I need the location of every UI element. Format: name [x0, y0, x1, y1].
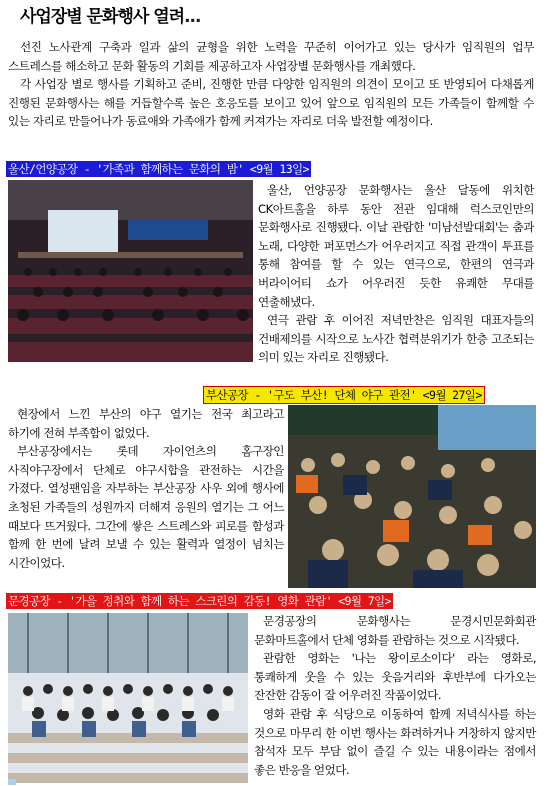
- section-banner-mungyeong: 문경공장 - '가을 정취와 함께 하는 스크린의 감동! 영화 관람' <9월 7일>: [8, 594, 391, 608]
- section-banner-busan: 부산공장 - '구도 부산! 단체 야구 관전' <9월 27일>: [203, 386, 485, 404]
- title-ellipsis: ...: [184, 7, 201, 27]
- body-paragraph: 문경공장의 문화행사는 문경시민문화회관 문화마트홀에서 단체 영화를 관람하는 것으로 시작됐다.: [254, 614, 536, 647]
- section-banner-ulsan: 울산/언양공장 - '가족과 함께하는 문화의 밤' <9월 13일>: [8, 162, 309, 176]
- body-paragraph: 울산, 언양공장 문화행사는 울산 달동에 위치한 CK아트홀을 하루 동안 전관 임대해 럭스코인만의 문화행사로 진행됐다. 이날 관람한 '미남선발대회'는 춤과 노래, 다양한 퍼포먼스가 어우러지고 직접 관객이 투표를 통해 참여를 할 수 있는 연극으로, 한편의 연극과 버라이어티 쇼가 어우러진 듯한 유쾌한 무대를 연출해냈다.: [258, 183, 534, 309]
- body-paragraph: 영화 관람 후 식당으로 이동하여 함께 저녁식사를 하는 것으로 마무리 한 이번 행사는 화려하거나 거창하지 않지만 참석자 모두 부담 없이 즐길 수 있는 내용이라는 점에서 좋은 반응을 얻었다.: [254, 706, 536, 777]
- intro-text: [8, 38, 534, 131]
- page-corner-mark: [8, 779, 16, 785]
- section-text-busan: [8, 405, 284, 572]
- section-text-ulsan: [258, 181, 534, 367]
- photo-group-stairs: [8, 613, 248, 783]
- body-paragraph: 부산공장에서는 롯데 자이언츠의 홈구장인 사직야구장에서 단체로 야구시합을 관전하는 시간을 가졌다. 열성팬임을 자부하는 부산공장 사우 외에 행사에 초청된 가족들의 성원까지 더해져 응원의 열기는 그 어느 때보다 뜨거웠다. 그간에 쌓은 스트레스와 피로를 함성과 함께 한 번에 날려 보낼 수 있는 활력과 열정이 넘치는 시간이었다.: [8, 444, 284, 570]
- article-title: [20, 2, 200, 27]
- body-paragraph: 연극 관람 후 이어진 저녁만찬은 임직원 대표자들의 건배제의를 시작으로 노사간 협력분위기가 한층 고조되는 의미 있는 자리로 진행됐다.: [258, 313, 534, 365]
- photo-baseball-crowd: [288, 405, 536, 588]
- body-paragraph: 현장에서 느낀 부산의 야구 열기는 전국 최고라고 하기에 전혀 부족함이 없었다.: [8, 407, 284, 440]
- section-text-mungyeong: [254, 612, 536, 779]
- body-paragraph: 관람한 영화는 '나는 왕이로소이다' 라는 영화로, 통쾌하게 웃을 수 있는 웃음거리와 후반부에 다가오는 잔잔한 감동이 잘 어우러진 작품이었다.: [254, 651, 536, 703]
- intro-paragraph: 선진 노사관계 구축과 일과 삶의 균형을 위한 노력을 꾸준히 이어가고 있는 당사가 임직원의 업무 스트레스를 해소하고 문화 활동의 기회를 제공하고자 사업장별 문화행사를 개최했다.: [8, 40, 534, 73]
- title-text: 사업장별 문화행사 열려: [20, 7, 185, 27]
- intro-paragraph: 각 사업장 별로 행사를 기획하고 준비, 진행한 만큼 다양한 임직원의 의견이 모이고 또 반영되어 다채롭게 진행된 문화행사는 해를 거듭할수록 높은 호응도를 보이고 있어 앞으로 임직원의 모든 가족들이 함께할 수 있는 자리로 만들어나가 동료애와 가족애가 함께 커져가는 자리로 더욱 발전할 예정이다.: [8, 77, 534, 128]
- photo-theater-audience: [8, 180, 253, 362]
